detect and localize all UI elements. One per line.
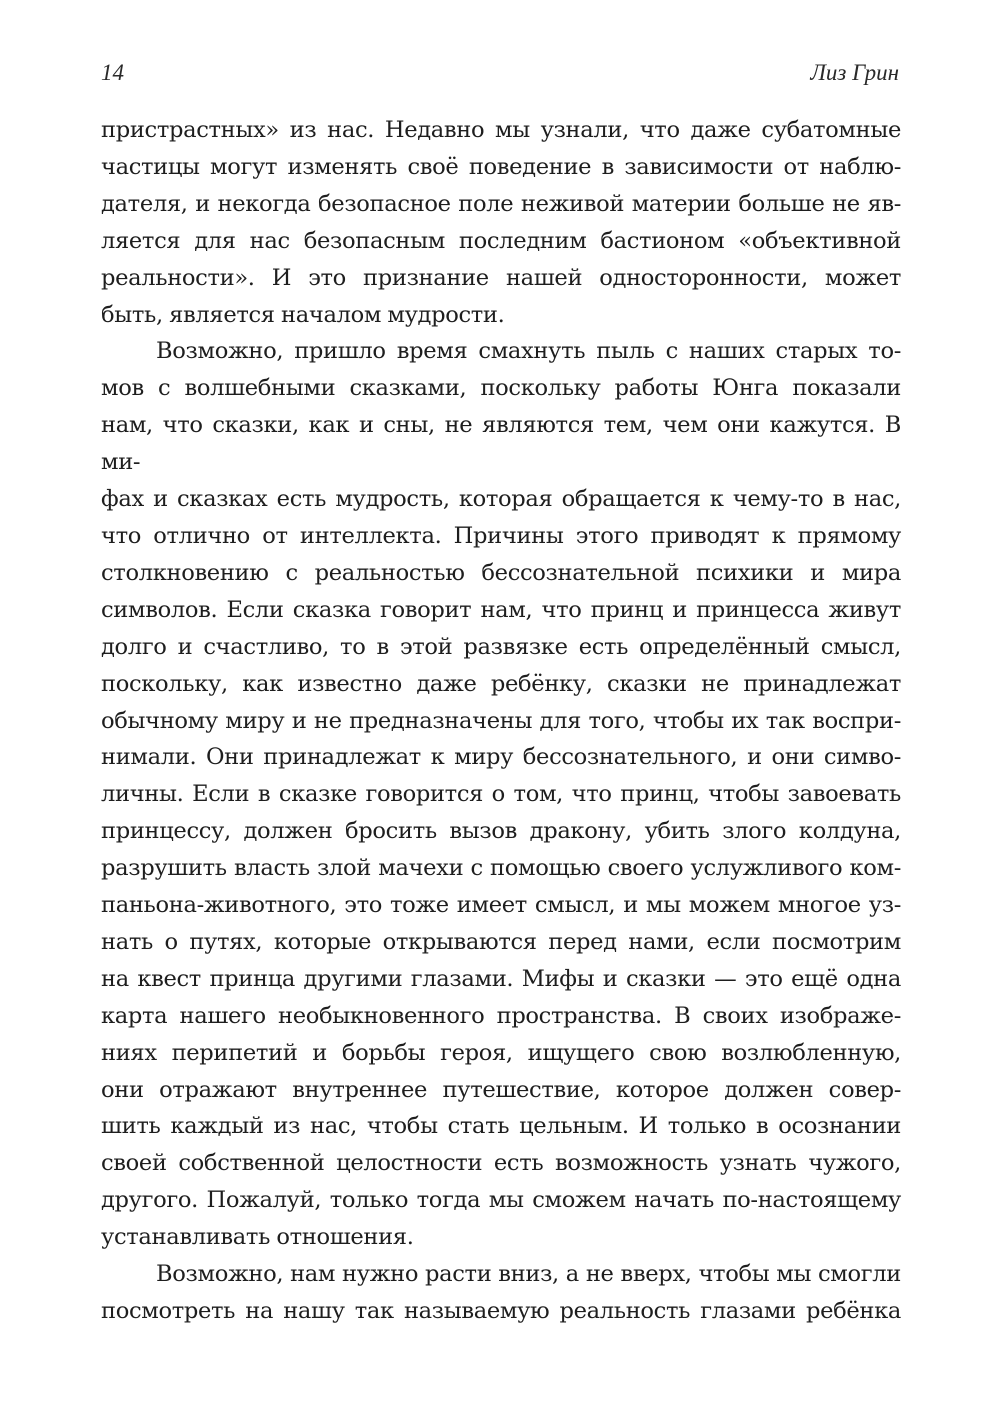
text-line: посмотреть на нашу так называемую реальность глазами ребёнка (101, 1298, 901, 1324)
text-line: нимали. Они принадлежат к миру бессознательного, и они симво- (101, 744, 901, 771)
text-line: символов. Если сказка говорит нам, что принц и принцесса живут (101, 596, 901, 623)
text-line: дателя, и некогда безопасное поле неживой материи больше не яв- (101, 190, 901, 217)
text-line: фах и сказках есть мудрость, которая обращается к чему-то в нас, (101, 486, 901, 513)
page-number: 14 (101, 60, 124, 85)
running-head (101, 60, 899, 92)
text-line: обычному миру и не предназначены для того, чтобы их так воспри- (101, 707, 901, 734)
text-line: нать о путях, которые открываются перед нами, если посмотрим (101, 928, 901, 955)
text-line: частицы могут изменять своё поведение в зависимости от наблю- (101, 153, 901, 180)
text-line: ниях перипетий и борьбы героя, ищущего свою возлюбленную, (101, 1039, 901, 1066)
text-line: Возможно, нам нужно расти вниз, а не вверх, чтобы мы смогли (156, 1261, 901, 1288)
text-line: быть, является началом мудрости. (101, 301, 505, 328)
text-line: принцессу, должен бросить вызов дракону, убить злого колдуна, (101, 818, 901, 845)
text-line: столкновению с реальностью бессознательной психики и мира (101, 559, 901, 586)
text-line: нам, что сказки, как и сны, не являются тем, чем они кажутся. В ми- (101, 412, 901, 476)
text-line: они отражают внутреннее путешествие, которое должен совер- (101, 1076, 901, 1103)
text-line: долго и счастливо, то в этой развязке есть определённый смысл, (101, 633, 901, 660)
text-line: пристрастных» из нас. Недавно мы узнали, что даже субатомные (101, 117, 901, 143)
text-line: реальности». И это признание нашей односторонности, может (101, 264, 901, 291)
paragraph (101, 1256, 901, 1330)
text-line: личны. Если в сказке говорится о том, что принц, чтобы завоевать (101, 781, 901, 808)
text-line: другого. Пожалуй, только тогда мы сможем начать по-настоящему (101, 1187, 901, 1214)
text-line: что отлично от интеллекта. Причины этого приводят к прямому (101, 522, 901, 549)
text-line: поскольку, как известно даже ребёнку, сказки не принадлежат (101, 670, 901, 697)
paragraph (101, 112, 901, 333)
paragraph (101, 333, 901, 1256)
text-line: шить каждый из нас, чтобы стать цельным. И только в осознании (101, 1113, 901, 1140)
text-line: Возможно, пришло время смахнуть пыль с наших старых то- (156, 338, 901, 365)
text-line: ляется для нас безопасным последним бастионом «объективной (101, 227, 901, 254)
text-line: карта нашего необыкновенного пространства. В своих изображе- (101, 1002, 901, 1029)
body-text (101, 112, 901, 1330)
text-line: разрушить власть злой мачехи с помощью своего услужливого ком- (101, 855, 901, 882)
text-line: устанавливать отношения. (101, 1224, 414, 1251)
text-line: на квест принца другими глазами. Мифы и сказки — это ещё одна (101, 965, 901, 992)
text-line: паньона-животного, это тоже имеет смысл, и мы можем многое уз- (101, 892, 901, 919)
running-head-author: Лиз Грин (810, 60, 899, 85)
text-line: мов с волшебными сказками, поскольку работы Юнга показали (101, 375, 901, 402)
text-line: своей собственной целостности есть возможность узнать чужого, (101, 1150, 901, 1177)
